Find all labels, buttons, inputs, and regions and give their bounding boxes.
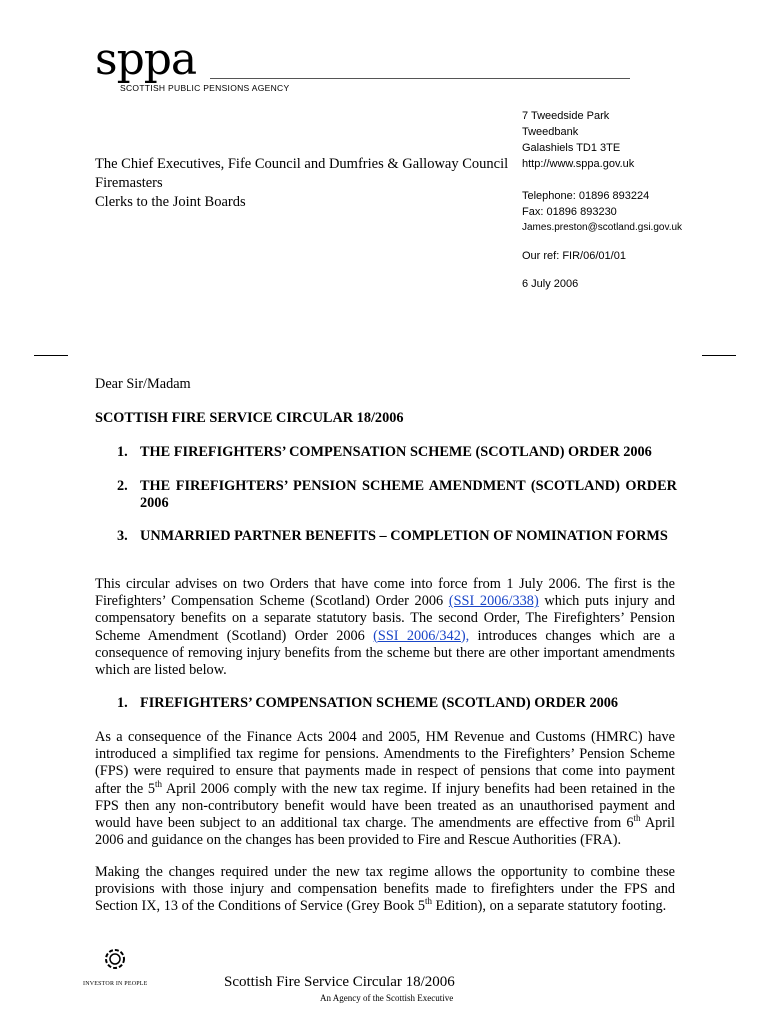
fold-mark-left [34,355,68,356]
para-text: April 2006 comply with the new tax regime. If injury benefits had been retained in the FPS then any non-contributory benefit would have been treated as an unauthorised payment and would have been subject to an additional tax charge. The amendments are effective from 6 [95,780,675,832]
superscript: th [155,778,163,789]
ssi-2006-338-link[interactable]: (SSI 2006/338) [448,593,539,610]
topic-number: 1. [117,444,128,460]
recipient-line: The Chief Executives, Fife Council and Dumfries & Galloway Council [95,156,509,172]
footer-subtitle: An Agency of the Scottish Executive [320,993,454,1003]
topic-item [117,528,677,545]
salutation: Dear Sir/Madam [95,376,191,392]
para-text: Making the changes required under the new tax regime allows the opportunity to combine these provisions with those injury and compensation benefits made to firefighters under the FPS and Section IX, 13 of the Conditions of Service (Grey Book 5 [95,864,675,915]
sppa-logo: sppa [95,34,197,85]
section-number: 1. [117,695,128,711]
intro-text: introduces changes which are a consequence of removing injury benefits from the scheme but there are other important amendments which are listed below. [95,627,675,679]
footer-title: Scottish Fire Service Circular 18/2006 [224,974,455,990]
superscript: th [633,813,641,824]
address-line: Tweedbank [522,126,579,138]
body-paragraph [95,729,675,849]
recipient-line: Firemasters [95,175,163,191]
fold-mark-right [702,355,736,356]
ssi-2006-342-link[interactable]: (SSI 2006/342), [373,627,470,644]
agency-name: SCOTTISH PUBLIC PENSIONS AGENCY [120,83,290,93]
superscript: th [424,896,432,907]
para-text: As a consequence of the Finance Acts 2004 and 2005, HM Revenue and Customs (HMRC) have introduced a simplified tax regime for pensions. Amendments to the Firefighters’ Pension Scheme (FPS) were required to ensure that payments made in respect of pensions that come into payment after the 5 [95,729,675,797]
recipient-block [95,155,508,212]
topic-item [117,478,677,512]
address-line: Galashiels TD1 3TE [522,142,621,154]
topic-item [117,444,677,461]
address-line: 7 Tweedside Park [522,110,610,122]
website-link[interactable]: http://www.sppa.gov.uk [522,158,635,170]
our-reference: Our ref: FIR/06/01/01 [522,250,626,262]
email-link[interactable]: James.preston@scotland.gsi.gov.uk [522,222,683,233]
intro-text: which puts injury and compensatory benefits on a separate statutory basis. The second Order, The Firefighters’ Pension Scheme Amendment (Scotland) Order 2006 [95,593,675,644]
circular-title: SCOTTISH FIRE SERVICE CIRCULAR 18/2006 [95,410,404,426]
investor-in-people-label: INVESTOR IN PEOPLE [83,981,148,987]
topic-text: UNMARRIED PARTNER BENEFITS – COMPLETION OF NOMINATION FORMS [140,528,668,544]
topic-text: THE FIREFIGHTERS’ PENSION SCHEME AMENDMENT (SCOTLAND) ORDER 2006 [140,478,677,512]
section-heading [117,695,677,712]
letterhead-rule [210,78,630,79]
telephone: Telephone: 01896 893224 [522,190,650,202]
recipient-line: Clerks to the Joint Boards [95,194,246,210]
section-title: FIREFIGHTERS’ COMPENSATION SCHEME (SCOTLAND) ORDER 2006 [140,695,619,711]
topic-text: THE FIREFIGHTERS’ COMPENSATION SCHEME (SCOTLAND) ORDER 2006 [140,444,652,460]
body-paragraph [95,864,675,916]
fax: Fax: 01896 893230 [522,206,617,218]
investor-in-people-icon [97,944,147,985]
topic-number: 3. [117,528,128,544]
para-text: Edition), on a separate statutory footing. [431,898,667,915]
topic-number: 2. [117,478,128,494]
intro-text: This circular advises on two Orders that have come into force from 1 July 2006. The first is the Firefighters’ Compensation Scheme (Scotland) Order 2006 [95,576,675,610]
letter-date: 6 July 2006 [522,278,579,290]
para-text: April 2006 and guidance on the changes has been provided to Fire and Rescue Authorities (FRA). [95,815,675,849]
intro-paragraph [95,576,675,679]
